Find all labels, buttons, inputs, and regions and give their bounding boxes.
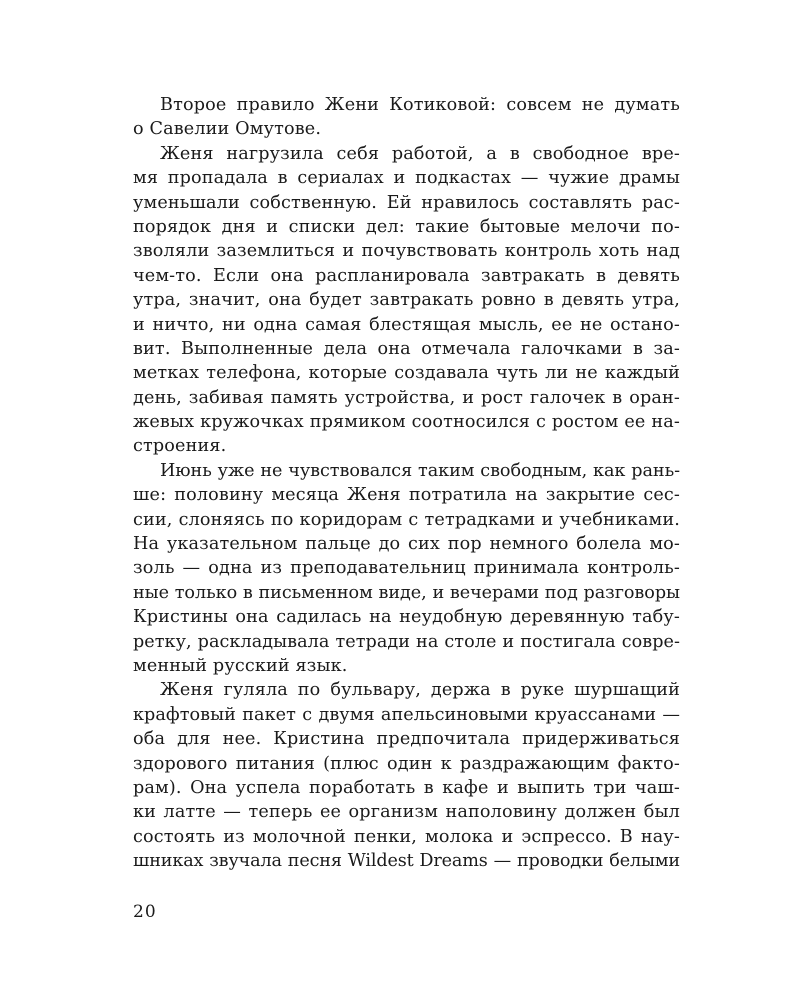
text-line: уменьшали собственную. Ей нравилось составлять рас-: [133, 192, 680, 213]
text-line: менный русский язык.: [133, 655, 348, 676]
text-line: крафтовый пакет с двумя апельсиновыми круассанами —: [133, 704, 680, 725]
text-line: Второе правило Жени Котиковой: совсем не думать: [160, 95, 680, 115]
text-line: ные только в письменном виде, и вечерами под разговоры: [133, 582, 680, 603]
text-line: На указательном пальце до сих пор немного болела мо-: [133, 534, 680, 555]
text-line: сии, слоняясь по коридорам с тетрадками и учебниками.: [133, 509, 680, 530]
text-line: ретку, раскладывала тетради на столе и постигала совре-: [133, 631, 680, 652]
text-line: золь — одна из преподавательниц принимала контроль-: [133, 558, 680, 579]
text-line: порядок дня и списки дел: такие бытовые мелочи по-: [133, 216, 680, 237]
text-line: о Савелии Омутове.: [133, 119, 322, 140]
body-text: [133, 93, 680, 874]
text-line: шниках звучала песня Wildest Dreams — проводки белыми: [133, 851, 680, 872]
text-line: ки латте — теперь ее организм наполовину должен был: [133, 802, 680, 823]
text-line: мя пропадала в сериалах и подкастах — чужие драмы: [133, 168, 680, 189]
text-line: чем-то. Если она распланировала завтракать в девять: [133, 265, 680, 286]
text-line: Июнь уже не чувствовался таким свободным, как рань-: [160, 460, 680, 481]
text-line: ше: половину месяца Женя потратила на закрытие сес-: [133, 485, 680, 506]
text-line: и ничто, ни одна самая блестящая мысль, ее не остано-: [133, 314, 680, 335]
page-number: 20: [133, 902, 157, 922]
text-line: состоять из молочной пенки, молока и эспрессо. В нау-: [133, 826, 680, 847]
text-line: вит. Выполненные дела она отмечала галочками в за-: [133, 338, 680, 359]
text-line: утра, значит, она будет завтракать ровно в девять утра,: [133, 290, 680, 311]
text-line: Женя нагрузила себя работой, а в свободное вре-: [160, 143, 680, 164]
text-line: строения.: [133, 436, 227, 457]
text-line: день, забивая память устройства, и рост галочек в оран-: [133, 387, 680, 408]
text-line: Кристины она садилась на неудобную деревянную табу-: [133, 607, 680, 628]
text-line: жевых кружочках прямиком соотносился с ростом ее на-: [133, 412, 680, 433]
text-line: метках телефона, которые создавала чуть ли не каждый: [133, 363, 680, 384]
text-line: рам). Она успела поработать в кафе и выпить три чаш-: [133, 777, 680, 798]
text-line: зволяли заземлиться и почувствовать контроль хоть над: [133, 241, 680, 262]
text-line: оба для нее. Кристина предпочитала придерживаться: [133, 729, 680, 750]
text-line: здорового питания (плюс один к раздражающим факто-: [133, 753, 680, 774]
text-line: Женя гуляла по бульвару, держа в руке шуршащий: [160, 680, 680, 701]
